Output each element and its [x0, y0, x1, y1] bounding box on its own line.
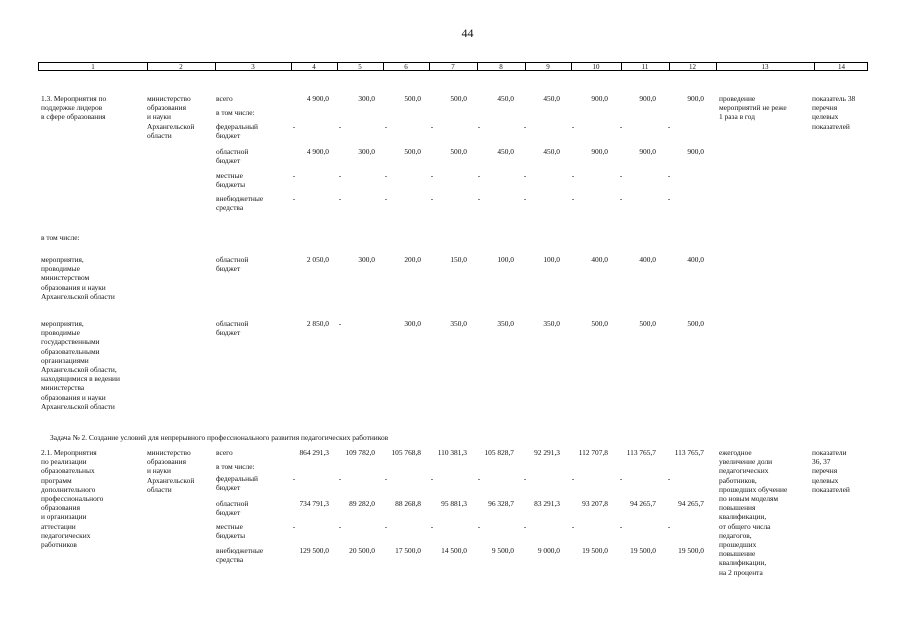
subsection-label: в том числе: [41, 233, 80, 242]
header-column-number: 11 [641, 63, 649, 71]
cell-value: 500,0 [639, 319, 656, 328]
cell-value: 109 782,0 [345, 448, 375, 457]
funding-source-label: областной бюджет [216, 255, 249, 274]
cell-value: 350,0 [497, 319, 514, 328]
measure-name: 1.3. Мероприятия по поддержке лидеров в сфере образования [41, 94, 107, 122]
cell-value: - [430, 194, 434, 203]
cell-value: - [292, 522, 296, 531]
cell-value: 500,0 [591, 319, 608, 328]
cell-value: 17 500,0 [395, 546, 421, 555]
cell-value: 105 828,7 [484, 448, 514, 457]
cell-value: 900,0 [591, 147, 608, 156]
cell-value: 150,0 [450, 255, 467, 264]
funding-source-label: федеральный бюджет [216, 474, 258, 493]
funding-source-label: всего [216, 448, 233, 457]
executor-name: министерство образования и науки Архангельской области [147, 448, 195, 494]
cell-value: 450,0 [497, 147, 514, 156]
sub-measure-text: мероприятия, проводимые государственными образовательными организациями Архангельской области, находящимися в ведении министерства образования и науки Архангельской области [41, 319, 120, 411]
cell-value: - [384, 522, 388, 531]
cell-value: 400,0 [687, 255, 704, 264]
cell-value: - [619, 171, 623, 180]
cell-value: 734 791,3 [299, 499, 329, 508]
cell-value: 14 500,0 [441, 546, 467, 555]
header-column-number: 3 [251, 63, 255, 71]
cell-value: 900,0 [687, 94, 704, 103]
cell-value: - [619, 122, 623, 131]
cell-value: 450,0 [497, 94, 514, 103]
cell-value: - [523, 522, 527, 531]
cell-value: 500,0 [687, 319, 704, 328]
expected-result: проведение мероприятий не реже 1 раза в год [719, 94, 787, 122]
cell-value: 450,0 [543, 94, 560, 103]
cell-value: 105 768,8 [391, 448, 421, 457]
cell-value: - [338, 474, 342, 483]
cell-value: 300,0 [358, 94, 375, 103]
cell-value: 4 900,0 [306, 147, 329, 156]
cell-value: - [338, 122, 342, 131]
cell-value: 9 000,0 [537, 546, 560, 555]
cell-value: - [384, 122, 388, 131]
funding-source-label: областной бюджет [216, 147, 249, 166]
cell-value: 19 500,0 [630, 546, 656, 555]
sub-measure-text: мероприятия, проводимые министерством образования и науки Архангельской области [41, 255, 115, 301]
cell-value: - [523, 171, 527, 180]
header-column-number: 5 [358, 63, 362, 71]
cell-value: 88 268,8 [395, 499, 421, 508]
header-column-number: 10 [592, 63, 600, 71]
cell-value: - [430, 522, 434, 531]
header-column-number: 8 [499, 63, 503, 71]
header-column-number: 4 [312, 63, 316, 71]
cell-value: - [619, 522, 623, 531]
funding-source-label: в том числе: [216, 108, 255, 117]
cell-value: - [619, 474, 623, 483]
cell-value: - [430, 122, 434, 131]
cell-value: 350,0 [450, 319, 467, 328]
cell-value: - [338, 522, 342, 531]
cell-value: 20 500,0 [349, 546, 375, 555]
cell-value: - [477, 474, 481, 483]
cell-value: - [477, 522, 481, 531]
cell-value: 93 207,8 [582, 499, 608, 508]
cell-value: - [619, 194, 623, 203]
cell-value: 350,0 [543, 319, 560, 328]
cell-value: - [477, 194, 481, 203]
cell-value: 89 282,0 [349, 499, 375, 508]
cell-value: - [523, 122, 527, 131]
cell-value: - [292, 171, 296, 180]
cell-value: 129 500,0 [299, 546, 329, 555]
page-number: 44 [461, 26, 474, 40]
cell-value: 19 500,0 [678, 546, 704, 555]
cell-value: 100,0 [543, 255, 560, 264]
cell-value: 900,0 [639, 147, 656, 156]
cell-value: 113 765,7 [626, 448, 656, 457]
header-column-number: 6 [404, 63, 408, 71]
cell-value: - [384, 171, 388, 180]
cell-value: - [338, 194, 342, 203]
cell-value: - [338, 171, 342, 180]
target-indicator: показатель 38 перечня целевых показателей [812, 94, 856, 131]
cell-value: 113 765,7 [674, 448, 704, 457]
header-column-number: 1 [91, 63, 95, 71]
cell-value: - [667, 474, 671, 483]
header-column-number: 12 [689, 63, 696, 71]
cell-value: - [571, 522, 575, 531]
cell-value: 900,0 [591, 94, 608, 103]
cell-value: 500,0 [404, 94, 421, 103]
funding-source-label: местные бюджеты [216, 171, 246, 190]
cell-value: - [384, 474, 388, 483]
cell-value: 112 707,8 [578, 448, 608, 457]
cell-value: 92 291,3 [534, 448, 560, 457]
cell-value: - [477, 171, 481, 180]
funding-source-label: федеральный бюджет [216, 122, 258, 141]
cell-value: 864 291,3 [299, 448, 329, 457]
cell-value: - [667, 122, 671, 131]
cell-value: 100,0 [497, 255, 514, 264]
cell-value: - [430, 474, 434, 483]
funding-source-label: внебюджетные средства [216, 194, 264, 213]
header-column-number: 7 [451, 63, 455, 71]
cell-value: - [667, 171, 671, 180]
funding-source-label: в том числе: [216, 462, 255, 471]
cell-value: 500,0 [450, 147, 467, 156]
cell-value: 900,0 [639, 94, 656, 103]
cell-value: - [667, 194, 671, 203]
cell-value: - [571, 171, 575, 180]
funding-source-label: местные бюджеты [216, 522, 246, 541]
cell-value: 400,0 [591, 255, 608, 264]
cell-value: 4 900,0 [306, 94, 329, 103]
cell-value: 94 265,7 [630, 499, 656, 508]
cell-value: 450,0 [543, 147, 560, 156]
cell-value: 200,0 [404, 255, 421, 264]
task-heading: Задача № 2. Создание условий для непрерывного профессионального развития педагогических работников [50, 433, 389, 442]
cell-value: 110 381,3 [437, 448, 467, 457]
funding-source-label: внебюджетные средства [216, 546, 264, 565]
header-column-number: 2 [179, 63, 183, 71]
expected-result: ежегодное увеличение доли педагогических работников, прошедших обучение по новым моделям повышения квалификации, от общего числа педагогов, прошедших повышение квалификации, на 2 процента [719, 448, 788, 577]
cell-value: 2 050,0 [306, 255, 329, 264]
cell-value: 500,0 [404, 147, 421, 156]
cell-value: 2 850,0 [306, 319, 329, 328]
target-indicator: показатели 36, 37 перечня целевых показателей [812, 448, 850, 494]
cell-value: - [523, 474, 527, 483]
cell-value: 83 291,3 [534, 499, 560, 508]
cell-value: - [292, 122, 296, 131]
cell-value: - [477, 122, 481, 131]
cell-value: 9 500,0 [491, 546, 514, 555]
cell-value: 300,0 [358, 147, 375, 156]
cell-value: - [523, 194, 527, 203]
cell-value: 300,0 [404, 319, 421, 328]
header-column-number: 13 [761, 63, 769, 71]
cell-value: 94 265,7 [678, 499, 704, 508]
funding-source-label: всего [216, 94, 233, 103]
funding-source-label: областной бюджет [216, 319, 249, 338]
cell-value: 95 881,3 [441, 499, 467, 508]
measure-name: 2.1. Мероприятия по реализации образовательных программ дополнительного профессионального образования и организации аттестации педагогических работников [41, 448, 104, 550]
cell-value: - [571, 194, 575, 203]
cell-value: - [292, 194, 296, 203]
cell-value: - [430, 171, 434, 180]
cell-value: 96 328,7 [488, 499, 514, 508]
executor-name: министерство образования и науки Архангельской области [147, 94, 195, 140]
cell-value: 900,0 [687, 147, 704, 156]
cell-value: - [667, 522, 671, 531]
cell-value: 19 500,0 [582, 546, 608, 555]
cell-value: - [384, 194, 388, 203]
cell-value: - [292, 474, 296, 483]
cell-value: 500,0 [450, 94, 467, 103]
header-column-number: 14 [838, 63, 845, 71]
column-number-header [38, 62, 868, 71]
cell-value: - [571, 474, 575, 483]
header-column-number: 9 [546, 63, 550, 71]
cell-value: - [338, 319, 342, 328]
cell-value: - [571, 122, 575, 131]
funding-source-label: областной бюджет [216, 499, 249, 518]
cell-value: 400,0 [639, 255, 656, 264]
cell-value: 300,0 [358, 255, 375, 264]
